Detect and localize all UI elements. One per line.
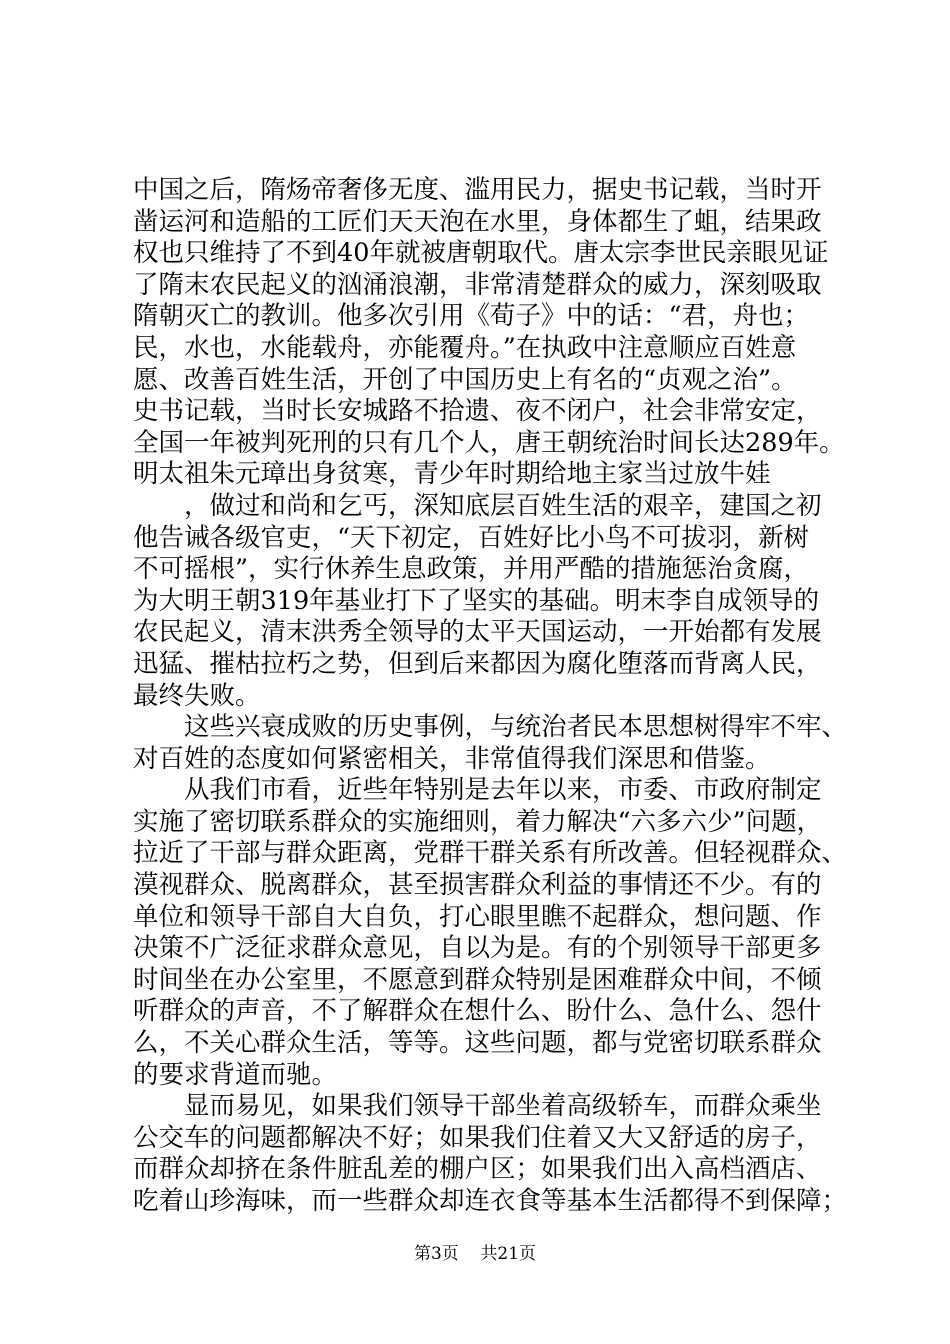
text-line: 漠视群众、脱离群众，甚至损害群众利益的事情还不少。有的 <box>133 870 822 901</box>
paragraph <box>133 175 843 491</box>
page-footer <box>0 1243 950 1265</box>
text-line: 决策不广泛征求群众意见，自以为是。有的个别领导干部更多 <box>133 933 822 964</box>
text-line: 么，不关心群众生活，等等。这些问题，都与党密切联系群众 <box>133 1028 822 1059</box>
text-line: 农民起义，清末洪秀全领导的太平天国运动，一开始都有发展 <box>133 617 822 648</box>
text-line: 这些兴衰成败的历史事例，与统治者民本思想树得牢不牢、 <box>184 712 848 743</box>
text-line: ，做过和尚和乞丐，深知底层百姓生活的艰辛，建国之初 <box>184 490 822 521</box>
text-line: 他告诫各级官吏，“天下初定，百姓好比小鸟不可拔羽，新树 <box>133 522 810 553</box>
text-line: 吃着山珍海味，而一些群众却连衣食等基本生活都得不到保障； <box>133 1186 848 1216</box>
text-line: 愿、改善百姓生活，开创了中国历史上有名的“贞观之治”。 <box>133 364 797 395</box>
text-line: 拉近了干部与群众距离，党群干群关系有所改善。但轻视群众、 <box>133 838 848 869</box>
document-body <box>133 175 848 1218</box>
text-line: 显而易见，如果我们领导干部坐着高级轿车，而群众乘坐 <box>184 1091 822 1122</box>
text-line: 民，水也，水能载舟，亦能覆舟。”在执政中注意顺应百姓意 <box>133 332 797 363</box>
text-line: 不可摇根”，实行休养生息政策，并用严酷的措施惩治贪腐， <box>133 554 810 585</box>
text-line: 为大明王朝319年基业打下了坚实的基础。明末李自成领导的 <box>133 585 820 616</box>
text-line: 对百姓的态度如何紧密相关，非常值得我们深思和借鉴。 <box>133 743 771 774</box>
page-number: 第3页 <box>413 1244 459 1264</box>
page-separator <box>464 1244 475 1264</box>
text-line: 实施了密切联系群众的实施细则，着力解决“六多六少”问题， <box>133 806 823 837</box>
paragraph <box>133 712 848 775</box>
text-line: 从我们市看，近些年特别是去年以来，市委、市政府制定 <box>184 775 822 806</box>
page-total: 共21页 <box>480 1244 537 1264</box>
paragraph <box>133 491 843 712</box>
text-line: 迅猛、摧枯拉朽之势，但到后来都因为腐化堕落而背离人民， <box>133 648 822 679</box>
text-line: 凿运河和造船的工匠们天天泡在水里，身体都生了蛆，结果政 <box>133 206 822 237</box>
text-line: 史书记载，当时长安城路不拾遗、夜不闭户，社会非常安定， <box>133 396 822 427</box>
text-line: 的要求背道而驰。 <box>133 1059 338 1090</box>
text-line: 权也只维持了不到40年就被唐朝取代。唐太宗李世民亲眼见证 <box>133 238 829 269</box>
text-line: 听群众的声音，不了解群众在想什么、盼什么、急什么、怨什 <box>133 996 822 1027</box>
text-line: 最终失败。 <box>133 680 261 711</box>
text-line: 时间坐在办公室里，不愿意到群众特别是困难群众中间，不倾 <box>133 964 822 995</box>
text-line: 了隋末农民起义的汹涌浪潮，非常清楚群众的威力，深刻吸取 <box>133 269 822 300</box>
text-line: 全国一年被判死刑的只有几个人，唐王朝统治时间长达289年。 <box>133 427 845 458</box>
text-line: 公交车的问题都解决不好；如果我们住着又大又舒适的房子， <box>133 1122 822 1153</box>
text-line: 隋朝灭亡的教训。他多次引用《荀子》中的话：“君，舟也； <box>133 301 810 332</box>
paragraph <box>133 775 848 1091</box>
paragraph <box>133 1091 848 1217</box>
text-line: 单位和领导干部自大自负，打心眼里瞧不起群众，想问题、作 <box>133 901 822 932</box>
text-line: 明太祖朱元璋出身贫寒，青少年时期给地主家当过放牛娃 <box>133 459 771 490</box>
text-line: 而群众却挤在条件脏乱差的棚户区；如果我们出入高档酒店、 <box>133 1154 822 1185</box>
text-line: 中国之后，隋炀帝奢侈无度、滥用民力，据史书记载，当时开 <box>133 175 822 205</box>
